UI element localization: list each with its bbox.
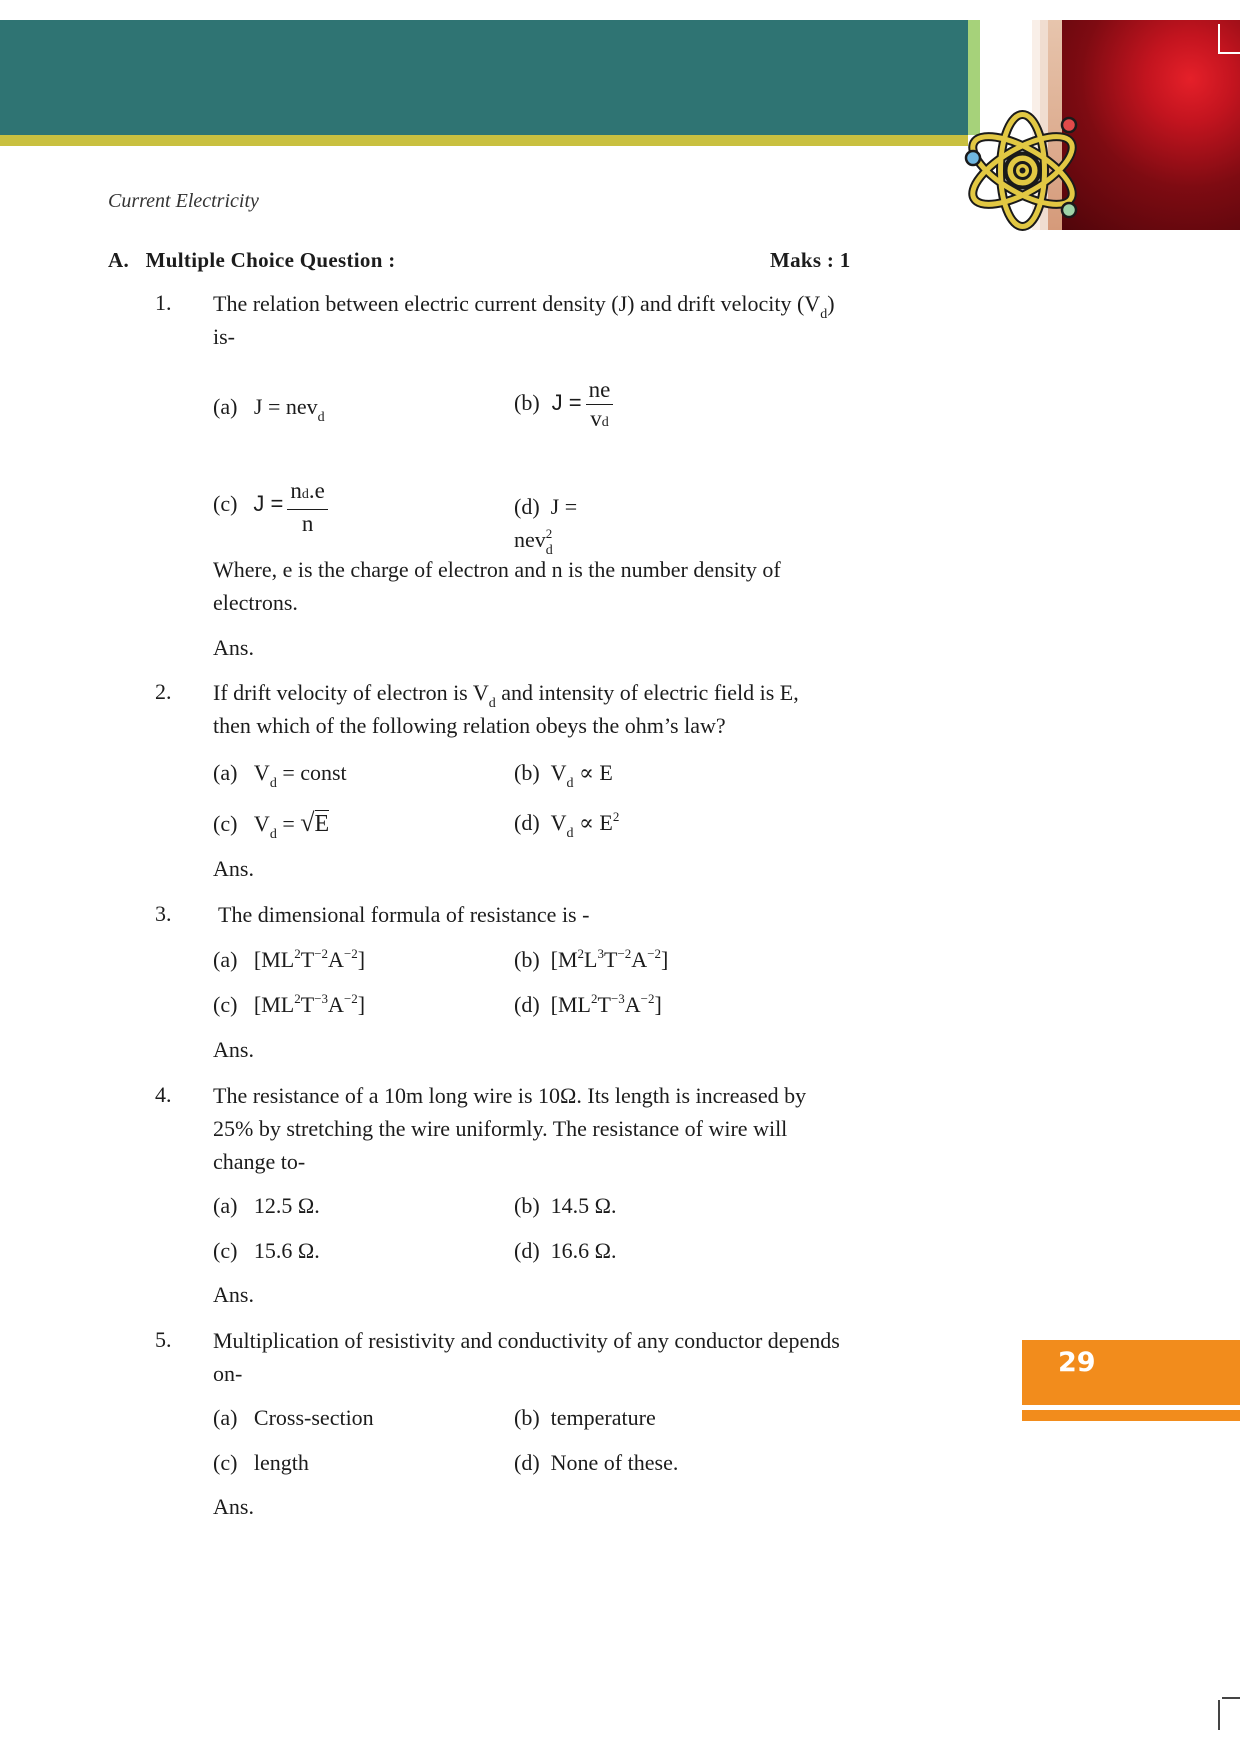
section-label: A. [108,248,130,272]
option-b: (b) temperature [514,1405,656,1430]
section-heading [108,248,396,273]
question-text: Multiplication of resistivity and conductivity of any conductor depends [213,1328,840,1353]
option-c: (c) length [213,1450,309,1475]
crop-mark [1222,1697,1240,1699]
option-d: (d) None of these. [514,1450,679,1475]
option-a: (a) $V_d$ = const [213,760,347,791]
question-number: 5. [155,1327,172,1352]
option-a: (a) 12.5 Ω. [213,1193,320,1218]
crop-mark [1218,52,1240,54]
option-a: (a) J = nev$_d$ [213,394,325,425]
option-d: (d) $[ML^2T^{-3}A^{-2}]$ [514,991,662,1017]
header-banner [0,20,968,135]
option-b: (b) $[M^2L^3T^{-2}A^{-2}]$ [514,946,669,972]
option-a: (a) Cross-section [213,1405,374,1430]
question-note-cont: electrons. [213,590,298,615]
crop-mark [1218,1700,1220,1730]
fraction: $\frac{nd.e}{n}$ [287,477,327,538]
option-c: (c) J = $\frac{nd.e}{n}$ [213,477,328,538]
answer-label: Ans. [213,856,254,881]
option-d: (d) $V_d \propto E^2$ [514,809,620,841]
question-number: 4. [155,1082,172,1107]
crop-mark [1218,24,1220,54]
option-c: (c) $[ML^2T^{-3}A^{-2}]$ [213,991,366,1017]
sqrt-icon: √ [300,808,315,837]
answer-label: Ans. [213,635,254,660]
chapter-title: Current Electricity [108,190,259,212]
option-b: (b) J = $\frac{ne}{vd}$ [514,376,613,437]
question-text: If drift velocity of electron is $V_d$ and intensity of electric field is E, [213,680,799,711]
question-text-cont: is- [213,324,235,349]
option-b: (b) $V_d \propto E$ [514,760,613,791]
page-number-bar [1022,1410,1240,1421]
section-title: Multiple Choice Question : [145,248,396,272]
header-underline [0,135,968,146]
answer-label: Ans. [213,1282,254,1307]
question-number: 3. [155,901,172,926]
answer-label: Ans. [213,1037,254,1062]
question-note: Where, e is the charge of electron and n is the number density of [213,557,781,582]
question-text: The dimensional formula of resistance is - [218,902,590,927]
fraction: $\frac{ne}{vd}$ [586,376,614,437]
option-c: (c) 15.6 Ω. [213,1238,320,1263]
option-a: (a) $[ML^2T^{-2}A^{-2}]$ [213,946,366,972]
option-b: (b) 14.5 Ω. [514,1193,617,1218]
option-d: (d) 16.6 Ω. [514,1238,617,1263]
question-text-cont: change to- [213,1149,306,1174]
question-text: The resistance of a 10m long wire is 10Ω. Its length is increased by [213,1083,807,1108]
page-number-box [1022,1340,1240,1405]
question-number: 1. [155,290,172,315]
atom-icon [955,103,1090,238]
question-text: The relation between electric current density (J) and drift velocity $(V_d)$ [213,291,835,322]
option-c: (c) $V_d = √E$ [213,808,330,842]
question-text-cont: 25% by stretching the wire uniformly. The resistance of wire will [213,1116,788,1141]
marks-label: Maks : 1 [770,248,851,272]
question-number: 2. [155,679,172,704]
option-d: (d) J = nev$_d^2$ [514,494,578,558]
answer-label: Ans. [213,1494,254,1519]
page-number: 29 [1058,1347,1096,1378]
question-text-cont: then which of the following relation obeys the ohm’s law? [213,713,726,738]
question-text-cont: on- [213,1361,243,1386]
